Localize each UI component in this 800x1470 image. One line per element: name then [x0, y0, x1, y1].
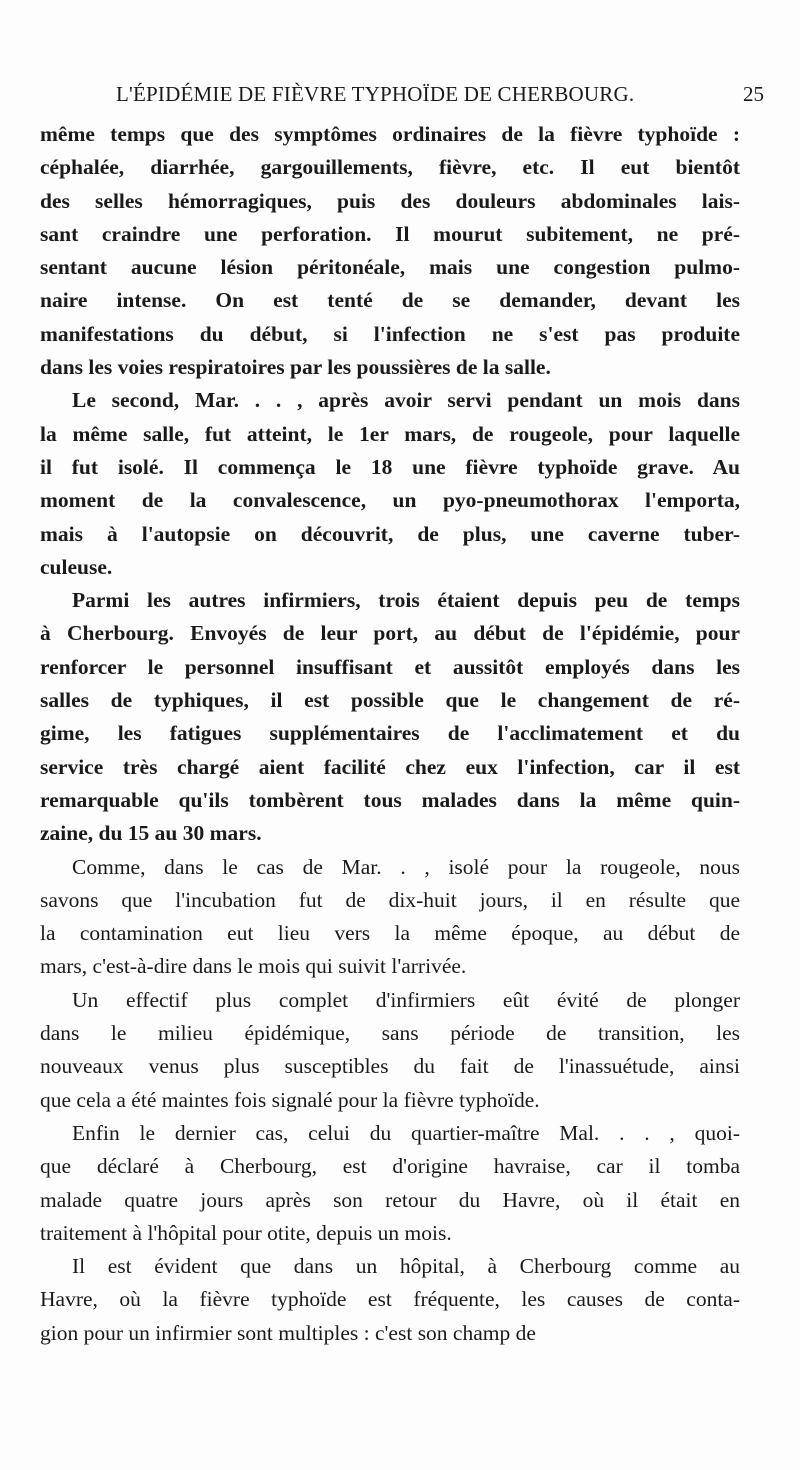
- text-line: Le second, Mar. . . , après avoir servi pendant un mois dans: [72, 388, 740, 413]
- text-line: la contamination eut lieu vers la même époque, au début de: [40, 921, 740, 946]
- text-line: moment de la convalescence, un pyo-pneumothorax l'emporta,: [40, 488, 740, 513]
- text-line: dans le milieu épidémique, sans période de transition, les: [40, 1021, 740, 1046]
- paragraph: [40, 118, 740, 384]
- text-line: mais à l'autopsie on découvrit, de plus, une caverne tuber-: [40, 521, 740, 546]
- paragraph: [40, 984, 740, 1117]
- text-line: sant craindre une perforation. Il mourut subitement, ne pré-: [40, 221, 740, 246]
- text-line: renforcer le personnel insuffisant et aussitôt employés dans les: [40, 654, 740, 679]
- text-line: il fut isolé. Il commença le 18 une fièvre typhoïde grave. Au: [40, 454, 740, 479]
- text-line: Parmi les autres infirmiers, trois étaient depuis peu de temps: [72, 588, 740, 613]
- text-line: Comme, dans le cas de Mar. . , isolé pour la rougeole, nous: [72, 854, 740, 879]
- paragraph: [40, 1250, 740, 1350]
- text-line: Un effectif plus complet d'infirmiers eût évité de plonger: [72, 987, 740, 1012]
- paragraph: [40, 1117, 740, 1250]
- page-header: [40, 82, 764, 112]
- text-line: culeuse.: [40, 554, 113, 579]
- text-line: des selles hémorragiques, puis des douleurs abdominales lais-: [40, 188, 740, 213]
- text-line: Il est évident que dans un hôpital, à Cherbourg comme au: [72, 1254, 740, 1279]
- text-line: dans les voies respiratoires par les poussières de la salle.: [40, 355, 551, 380]
- text-line: malade quatre jours après son retour du Havre, où il était en: [40, 1187, 740, 1212]
- text-line: céphalée, diarrhée, gargouillements, fièvre, etc. Il eut bientôt: [40, 155, 740, 180]
- paragraph: [40, 584, 740, 850]
- text-line: que déclaré à Cherbourg, est d'origine havraise, car il tomba: [40, 1154, 740, 1179]
- page-number: 25: [743, 82, 764, 106]
- text-line: que cela a été maintes fois signalé pour la fièvre typhoïde.: [40, 1087, 540, 1112]
- text-line: traitement à l'hôpital pour otite, depuis un mois.: [40, 1220, 452, 1245]
- text-line: Enfin le dernier cas, celui du quartier-maître Mal. . . , quoi-: [72, 1120, 740, 1145]
- text-line: remarquable qu'ils tombèrent tous malades dans la même quin-: [40, 787, 740, 812]
- text-line: la même salle, fut atteint, le 1er mars, de rougeole, pour laquelle: [40, 421, 740, 446]
- text-line: manifestations du début, si l'infection ne s'est pas produite: [40, 321, 740, 346]
- text-line: à Cherbourg. Envoyés de leur port, au début de l'épidémie, pour: [40, 621, 740, 646]
- text-line: savons que l'incubation fut de dix-huit jours, il en résulte que: [40, 887, 740, 912]
- text-line: naire intense. On est tenté de se demander, devant les: [40, 288, 740, 313]
- text-line: même temps que des symptômes ordinaires de la fièvre typhoïde :: [40, 122, 740, 146]
- running-head: L'ÉPIDÉMIE DE FIÈVRE TYPHOÏDE DE CHERBOURG.: [116, 82, 635, 106]
- paragraph: [40, 384, 740, 584]
- text-line: sentant aucune lésion péritonéale, mais une congestion pulmo-: [40, 255, 740, 280]
- text-line: salles de typhiques, il est possible que le changement de ré-: [40, 688, 740, 713]
- text-line: service très chargé aient facilité chez eux l'infection, car il est: [40, 754, 740, 779]
- text-line: gime, les fatigues supplémentaires de l'acclimatement et du: [40, 721, 740, 746]
- paragraph: [40, 851, 740, 984]
- text-line: mars, c'est-à-dire dans le mois qui suivit l'arrivée.: [40, 954, 467, 979]
- text-line: gion pour un infirmier sont multiples : c'est son champ de: [40, 1320, 536, 1345]
- text-line: nouveaux venus plus susceptibles du fait de l'inassuétude, ainsi: [40, 1054, 740, 1079]
- text-line: zaine, du 15 au 30 mars.: [40, 821, 262, 846]
- text-line: Havre, où la fièvre typhoïde est fréquente, les causes de conta-: [40, 1287, 740, 1312]
- body-text: [40, 118, 740, 1350]
